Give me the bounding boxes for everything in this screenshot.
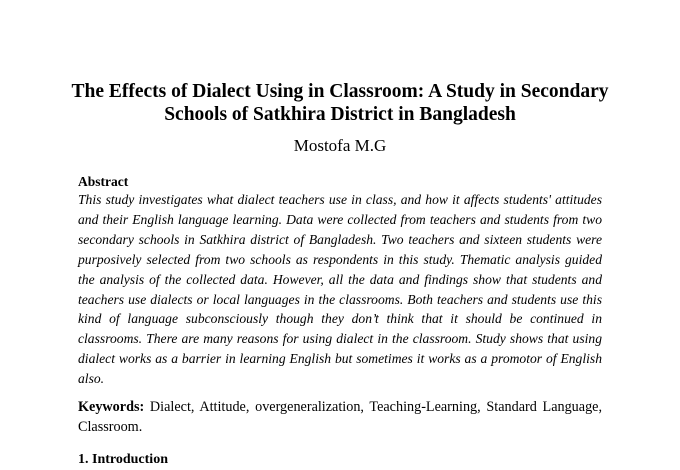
paper-title: The Effects of Dialect Using in Classroom: A Study in Secondary Schools of Satkhira District in Bangladesh <box>71 81 609 125</box>
author-name: Mostofa M.G <box>293 136 387 155</box>
keywords-paragraph <box>78 397 602 437</box>
keywords-label: Keywords: <box>78 399 145 415</box>
keywords-text: Dialect, Attitude, overgeneralization, Teaching-Learning, Standard Language, Classroom. <box>78 399 603 435</box>
section-heading-introduction: 1. Introduction <box>78 452 168 467</box>
abstract-text: This study investigates what dialect teachers use in class, and how it affects students' attitudes and their English language learning. Data were collected from teachers and students from two secondary schools in Satkhira district of Bangladesh. Two teachers and sixteen students were purposively selected from two schools as respondents in this study. Thematic analysis guided the analysis of the collected data. However, all the data and findings show that students and teachers use dialects or local languages in the classrooms. Both teachers and students use this kind of language subconsciously though they don’t think that it should be continued in classrooms. There are many reasons for using dialect in the classroom. Study shows that using dialect works as a barrier in learning English but sometimes it works as a promotor of English also. <box>78 192 602 387</box>
abstract-heading: Abstract <box>78 174 129 189</box>
